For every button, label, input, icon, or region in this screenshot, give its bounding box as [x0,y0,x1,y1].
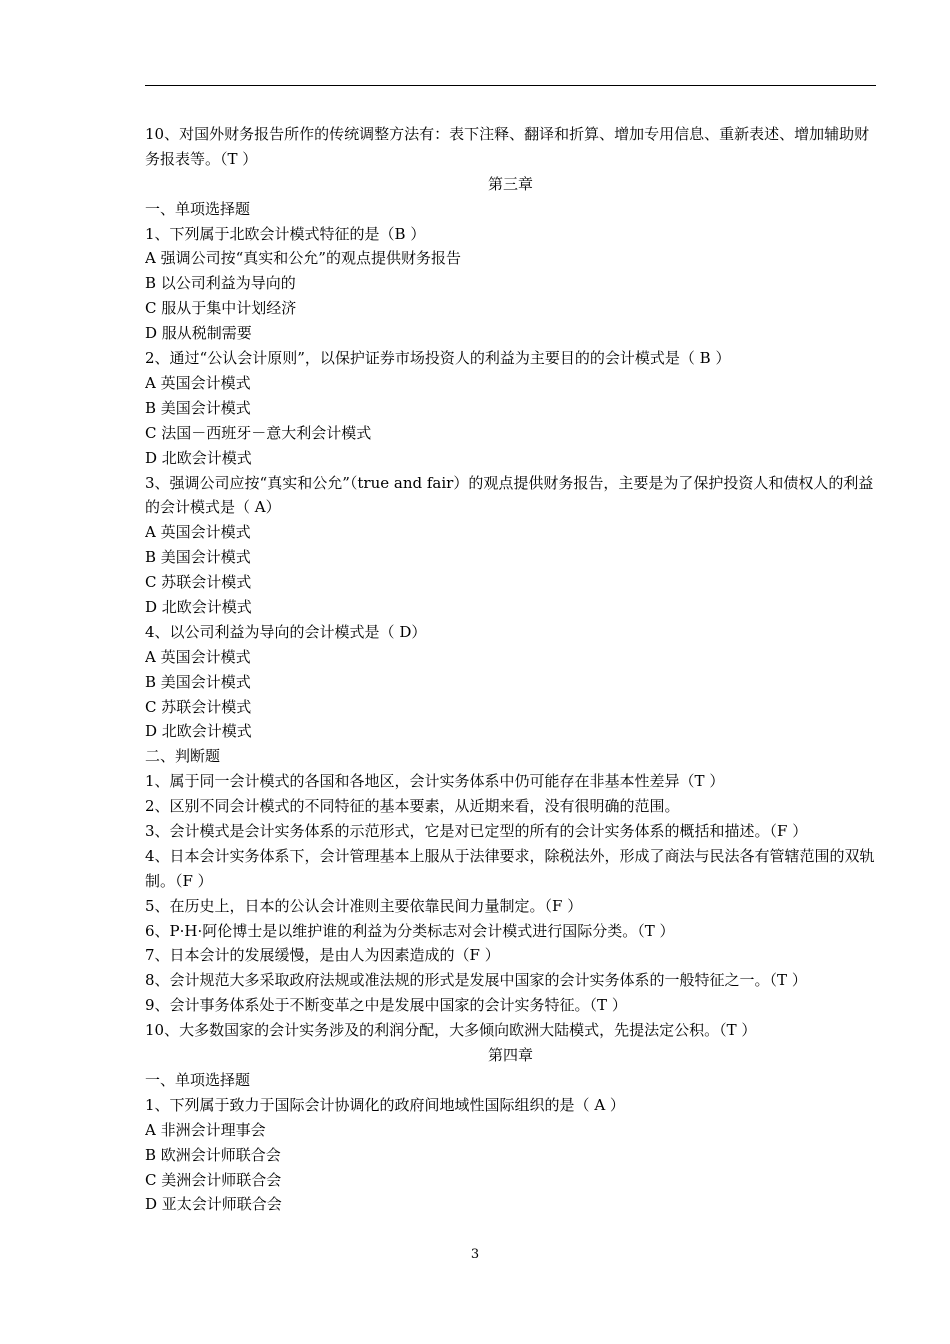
text-line: A 非洲会计理事会 [145,1120,266,1139]
chapter-heading: 第三章 [487,174,533,193]
text-line: 1、属于同一会计模式的各国和各地区，会计实务体系中仍可能存在非基本性差异（T ） [145,772,725,791]
text-line: 10、大多数国家的会计实务涉及的利润分配，大多倾向欧洲大陆模式，先提法定公积。（T ） [145,1021,757,1040]
text-line: A 强调公司按“真实和公允”的观点提供财务报告 [145,249,461,268]
text-line: 一、单项选择题 [145,199,251,218]
text-line: 1、下列属于北欧会计模式特征的是（B ） [145,224,426,243]
text-line: 5、在历史上，日本的公认会计准则主要依靠民间力量制定。（F ） [145,896,583,915]
text-line: 9、会计事务体系处于不断变革之中是发展中国家的会计实务特征。（T ） [145,996,627,1015]
text-line: D 服从税制需要 [145,324,252,343]
text-line: 8、会计规范大多采取政府法规或准法规的形式是发展中国家的会计实务体系的一般特征之一。（T ） [145,971,807,990]
text-line: B 美国会计模式 [145,672,251,691]
text-line: B 欧洲会计师联合会 [145,1145,281,1164]
text-line: D 亚太会计师联合会 [145,1195,282,1214]
text-line: 3、强调公司应按“真实和公允”（true and fair）的观点提供财务报告，主要是为了保护投资人和债权人的利益的会计模式是（ A） [145,473,874,517]
text-line: 6、P·H·阿伦博士是以维护谁的利益为分类标志对会计模式进行国际分类。（T ） [145,921,675,940]
text-line: C 法国－西班牙－意大利会计模式 [145,423,372,442]
text-line: B 以公司利益为导向的 [145,274,296,293]
text-line: 10、对国外财务报告所作的传统调整方法有：表下注释、翻译和折算、增加专用信息、重新表述、增加辅助财务报表等。（T ） [145,125,870,168]
text-line: 3、会计模式是会计实务体系的示范形式，它是对已定型的所有的会计实务体系的概括和描述。（F ） [145,822,808,840]
text-line: 4、日本会计实务体系下，会计管理基本上服从于法律要求，除税法外，形成了商法与民法各有管辖范围的双轨制。（F ） [145,846,875,890]
text-line: A 英国会计模式 [145,373,251,392]
text-line: C 苏联会计模式 [145,573,252,592]
header-rule [145,85,876,86]
text-line: A 英国会计模式 [145,523,251,542]
text-line: 2、区别不同会计模式的不同特征的基本要素，从近期来看，没有很明确的范围。 [145,797,680,816]
text-line: C 苏联会计模式 [145,697,252,716]
text-line: 7、日本会计的发展缓慢，是由人为因素造成的（F ） [145,946,500,965]
text-line: 4、以公司利益为导向的会计模式是（ D） [145,622,427,641]
text-line: C 美洲会计师联合会 [145,1170,282,1189]
text-line: 2、通过“公认会计原则”，以保护证券市场投资人的利益为主要目的的会计模式是（ B ） [145,349,731,368]
text-line: 二、判断题 [145,747,221,766]
text-line: C 服从于集中计划经济 [145,299,297,318]
text-line: B 美国会计模式 [145,398,251,417]
text-line: D 北欧会计模式 [145,597,252,616]
document-body [145,122,876,1217]
text-line: 一、单项选择题 [145,1070,251,1089]
text-line: D 北欧会计模式 [145,448,252,467]
text-line: B 美国会计模式 [145,548,251,567]
text-line: 1、下列属于致力于国际会计协调化的政府间地域性国际组织的是（ A ） [145,1095,625,1114]
text-line: A 英国会计模式 [145,647,251,666]
page-number: 3 [470,1247,480,1262]
text-line: D 北欧会计模式 [145,722,252,741]
chapter-heading: 第四章 [487,1046,533,1065]
